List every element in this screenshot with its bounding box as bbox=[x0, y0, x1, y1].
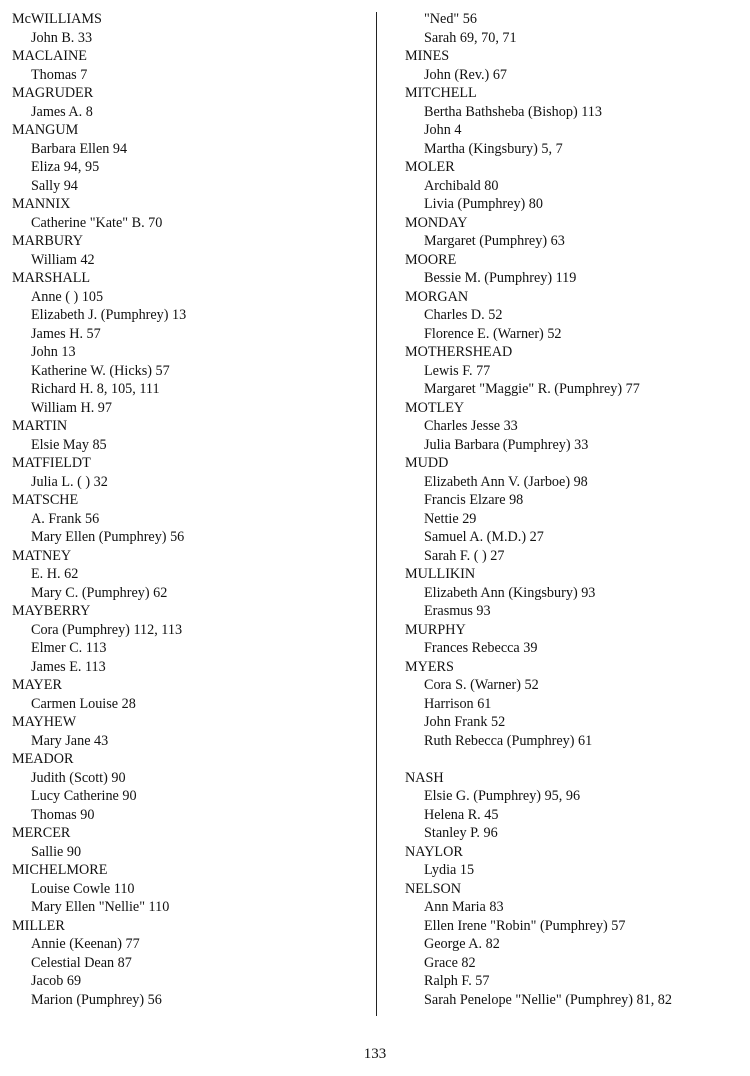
index-entry: Harrison 61 bbox=[424, 695, 492, 712]
index-entry: Nettie 29 bbox=[424, 510, 477, 527]
index-entry: Florence E. (Warner) 52 bbox=[424, 325, 562, 342]
index-entry: Bertha Bathsheba (Bishop) 113 bbox=[424, 103, 602, 120]
index-entry: Ruth Rebecca (Pumphrey) 61 bbox=[424, 732, 593, 749]
surname-heading: MOLER bbox=[405, 159, 455, 175]
index-entry: Samuel A. (M.D.) 27 bbox=[424, 529, 544, 545]
surname-heading: McWILLIAMS bbox=[12, 11, 102, 27]
surname-heading: MUDD bbox=[405, 455, 449, 471]
index-entry: Anne ( ) 105 bbox=[31, 288, 104, 305]
index-entry: William H. 97 bbox=[31, 399, 112, 416]
index-entry: Catherine "Kate" B. 70 bbox=[31, 214, 163, 231]
surname-heading: MOTHERSHEAD bbox=[405, 344, 513, 360]
index-entry: John B. 33 bbox=[31, 29, 93, 46]
index-entry: Francis Elzare 98 bbox=[424, 492, 524, 508]
index-entry: Jacob 69 bbox=[31, 973, 82, 989]
letter-section-gap bbox=[405, 750, 745, 769]
index-entry: Mary Ellen "Nellie" 110 bbox=[31, 899, 170, 915]
surname-heading: MEADOR bbox=[12, 751, 74, 767]
index-entry: John 13 bbox=[31, 344, 76, 360]
surname-heading: MOORE bbox=[405, 251, 457, 268]
index-entry: Cora (Pumphrey) 112, 113 bbox=[31, 621, 183, 638]
index-entry: Stanley P. 96 bbox=[424, 825, 498, 841]
index-entry: Sarah F. ( ) 27 bbox=[424, 547, 505, 564]
index-entry: James H. 57 bbox=[31, 325, 101, 342]
surname-heading: MINES bbox=[405, 48, 450, 64]
index-entry: Grace 82 bbox=[424, 954, 476, 971]
surname-heading: MATSCHE bbox=[12, 492, 79, 508]
surname-heading: MICHELMORE bbox=[12, 862, 108, 878]
surname-heading: MULLIKIN bbox=[405, 566, 476, 582]
surname-heading: MACLAINE bbox=[12, 48, 87, 64]
index-entry: Bessie M. (Pumphrey) 119 bbox=[424, 270, 577, 286]
index-entry: Elsie G. (Pumphrey) 95, 96 bbox=[424, 788, 581, 804]
index-entry: Annie (Keenan) 77 bbox=[31, 936, 140, 952]
index-entry: "Ned" 56 bbox=[424, 11, 477, 27]
surname-heading: MOTLEY bbox=[405, 399, 465, 416]
surname-heading: NELSON bbox=[405, 880, 461, 897]
surname-heading: MAYER bbox=[12, 677, 62, 693]
index-entry: Margaret "Maggie" R. (Pumphrey) 77 bbox=[424, 381, 640, 397]
index-entry: James A. 8 bbox=[31, 103, 93, 120]
surname-heading: MYERS bbox=[405, 658, 454, 675]
surname-heading: MONDAY bbox=[405, 214, 468, 231]
index-entry: Elizabeth Ann V. (Jarboe) 98 bbox=[424, 473, 588, 490]
surname-heading: MARTIN bbox=[12, 418, 68, 434]
surname-heading: MAGRUDER bbox=[12, 85, 94, 101]
index-entry: Charles D. 52 bbox=[424, 307, 503, 323]
index-entry: Katherine W. (Hicks) 57 bbox=[31, 362, 170, 379]
surname-heading: MITCHELL bbox=[405, 85, 477, 101]
index-entry: Ann Maria 83 bbox=[424, 899, 504, 915]
surname-heading: MARSHALL bbox=[12, 270, 91, 286]
index-entry: Sarah Penelope "Nellie" (Pumphrey) 81, 82 bbox=[424, 991, 672, 1008]
surname-heading: MANGUM bbox=[12, 122, 79, 138]
column-divider bbox=[376, 12, 377, 1016]
index-entry: Eliza 94, 95 bbox=[31, 159, 100, 175]
index-entry: Elizabeth Ann (Kingsbury) 93 bbox=[424, 584, 596, 601]
index-entry: John (Rev.) 67 bbox=[424, 66, 508, 83]
index-entry: George A. 82 bbox=[424, 936, 500, 952]
surname-heading: MANNIX bbox=[12, 196, 71, 212]
index-entry: Erasmus 93 bbox=[424, 603, 491, 619]
index-entry: Sally 94 bbox=[31, 177, 78, 194]
index-entry: Charles Jesse 33 bbox=[424, 418, 518, 434]
index-entry: Richard H. 8, 105, 111 bbox=[31, 381, 160, 397]
surname-heading: MATNEY bbox=[12, 547, 72, 564]
index-entry: Elizabeth J. (Pumphrey) 13 bbox=[31, 307, 187, 323]
surname-heading: MATFIELDT bbox=[12, 455, 91, 471]
index-entry: Ralph F. 57 bbox=[424, 973, 490, 989]
index-entry: Lewis F. 77 bbox=[424, 362, 491, 379]
index-entry: Louise Cowle 110 bbox=[31, 880, 135, 897]
index-entry: Carmen Louise 28 bbox=[31, 695, 136, 712]
index-entry: Margaret (Pumphrey) 63 bbox=[424, 233, 565, 249]
surname-heading: MILLER bbox=[12, 917, 65, 934]
index-entry: Elmer C. 113 bbox=[31, 640, 107, 656]
index-entry: Julia Barbara (Pumphrey) 33 bbox=[424, 436, 589, 453]
index-entry: Cora S. (Warner) 52 bbox=[424, 677, 539, 693]
index-entry: John Frank 52 bbox=[424, 714, 506, 730]
index-entry: Thomas 90 bbox=[31, 806, 95, 823]
index-column-right bbox=[405, 10, 745, 1009]
index-entry: James E. 113 bbox=[31, 658, 106, 675]
index-entry: Thomas 7 bbox=[31, 66, 88, 83]
index-entry: Lucy Catherine 90 bbox=[31, 788, 137, 804]
surname-heading: MORGAN bbox=[405, 288, 469, 305]
index-entry: Julia L. ( ) 32 bbox=[31, 473, 108, 490]
index-entry: Frances Rebecca 39 bbox=[424, 640, 538, 656]
surname-heading: NAYLOR bbox=[405, 843, 463, 860]
index-entry: E. H. 62 bbox=[31, 566, 79, 582]
surname-heading: MERCER bbox=[12, 825, 71, 841]
surname-heading: MAYBERRY bbox=[12, 603, 91, 619]
surname-heading: MAYHEW bbox=[12, 714, 77, 730]
surname-heading: NASH bbox=[405, 769, 444, 786]
index-entry: William 42 bbox=[31, 251, 95, 268]
index-entry: Martha (Kingsbury) 5, 7 bbox=[424, 140, 563, 157]
index-entry: Archibald 80 bbox=[424, 177, 499, 194]
index-entry: Helena R. 45 bbox=[424, 806, 499, 823]
index-entry: Mary Jane 43 bbox=[31, 732, 109, 749]
index-entry: Lydia 15 bbox=[424, 862, 475, 878]
page-number: 133 bbox=[363, 1046, 387, 1062]
index-entry: Ellen Irene "Robin" (Pumphrey) 57 bbox=[424, 917, 626, 934]
index-entry: Livia (Pumphrey) 80 bbox=[424, 196, 543, 212]
surname-heading: MARBURY bbox=[12, 233, 83, 249]
index-entry: John 4 bbox=[424, 122, 462, 138]
index-entry: Marion (Pumphrey) 56 bbox=[31, 991, 162, 1008]
index-entry: Celestial Dean 87 bbox=[31, 954, 132, 971]
index-entry: Elsie May 85 bbox=[31, 436, 107, 453]
index-column-left bbox=[12, 10, 362, 1009]
index-entry: Mary C. (Pumphrey) 62 bbox=[31, 584, 168, 601]
index-entry: A. Frank 56 bbox=[31, 510, 100, 527]
index-entry: Judith (Scott) 90 bbox=[31, 769, 126, 786]
index-entry: Sarah 69, 70, 71 bbox=[424, 29, 517, 46]
index-entry: Barbara Ellen 94 bbox=[31, 140, 128, 157]
index-entry: Sallie 90 bbox=[31, 843, 82, 860]
index-entry: Mary Ellen (Pumphrey) 56 bbox=[31, 529, 185, 545]
surname-heading: MURPHY bbox=[405, 621, 466, 638]
